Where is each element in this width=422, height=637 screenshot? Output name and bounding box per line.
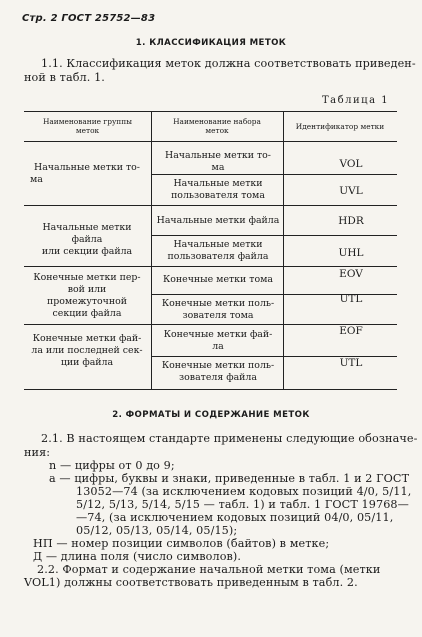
- section-2-title: 2. ФОРМАТЫ И СОДЕРЖАНИЕ МЕТОК: [112, 410, 310, 420]
- header-text: меток: [75, 126, 100, 135]
- body-line: НП — номер позиции символов (байтов) в метке;: [33, 537, 330, 550]
- set-line: зователя тома: [182, 310, 254, 321]
- set-cell: [156, 178, 280, 202]
- set-line: Конечные метки тома: [163, 274, 273, 285]
- id-cell: UTL: [339, 293, 363, 305]
- group-line: Конечные метки фай-: [32, 333, 142, 344]
- header-text: меток: [205, 126, 229, 135]
- set-line: Начальные метки файла: [156, 215, 280, 226]
- body-line: 13052—74 (за исключением кодовых позиций 4/0, 5/11,: [76, 485, 412, 498]
- group-line: Конечные метки пер-: [33, 272, 141, 283]
- table-1-caption: Таблица 1: [322, 95, 390, 106]
- table-rule-set: [151, 235, 397, 236]
- set-cell: [156, 360, 280, 384]
- group-cell: [28, 333, 146, 369]
- set-line: пользователя тома: [171, 190, 265, 201]
- set-line: ла: [212, 341, 224, 352]
- set-line: Начальные метки то-: [165, 150, 271, 161]
- body-line: Д — длина поля (число символов).: [33, 550, 242, 563]
- table-col-divider: [283, 111, 284, 389]
- section-1-para-line-1: 1.1. Классификация меток должна соответствовать приведен-: [41, 57, 416, 70]
- id-cell: EOF: [339, 325, 363, 337]
- set-line: Конечные метки фай-: [163, 329, 273, 340]
- group-cell: [28, 222, 146, 258]
- group-line: секции файла: [52, 308, 122, 319]
- table-header-group: [24, 117, 151, 135]
- id-cell: VOL: [339, 158, 363, 170]
- set-line: Начальные метки: [173, 239, 263, 250]
- set-cell: [156, 329, 280, 353]
- body-line: 5/12, 5/13, 5/14, 5/15 — табл. 1) и табл. 1 ГОСТ 19768—: [76, 498, 409, 511]
- table-col-divider: [151, 111, 152, 389]
- group-line: Начальные метки файла: [42, 222, 132, 245]
- id-cell: HDR: [338, 215, 364, 227]
- page-header: Стр. 2 ГОСТ 25752—83: [22, 13, 156, 24]
- id-cell: EOV: [339, 268, 363, 280]
- table-rule-header: [24, 141, 397, 142]
- body-line: ния:: [24, 446, 51, 459]
- group-line: ма: [30, 174, 43, 185]
- set-cell: [156, 274, 280, 286]
- set-line: ма: [211, 162, 225, 173]
- set-cell: [156, 239, 280, 263]
- body-line: n — цифры от 0 до 9;: [49, 459, 175, 472]
- body-line: 2.2. Формат и содержание начальной метки тома (метки: [37, 563, 381, 576]
- group-cell: [28, 162, 146, 186]
- group-line: вой или промежуточной: [46, 284, 128, 307]
- body-line: а — цифры, буквы и знаки, приведенные в табл. 1 и 2 ГОСТ: [49, 472, 410, 485]
- header-text: Наименование группы: [42, 117, 133, 126]
- table-rule-set: [151, 174, 397, 175]
- group-cell: [28, 272, 146, 320]
- body-line: 2.1. В настоящем стандарте применены следующие обозначе-: [41, 432, 418, 445]
- set-cell: [156, 298, 280, 322]
- group-line: ла или последней сек-: [31, 345, 143, 356]
- id-cell: UTL: [339, 357, 363, 369]
- table-rule-group: [24, 266, 397, 267]
- set-line: Конечные метки поль-: [161, 298, 275, 309]
- section-1-title: 1. КЛАССИФИКАЦИЯ МЕТОК: [135, 38, 287, 48]
- set-line: Конечные метки поль-: [161, 360, 275, 371]
- set-cell: [156, 215, 280, 227]
- table-header-set: [151, 117, 283, 135]
- header-text: Наименование набора: [173, 117, 261, 126]
- set-cell: [156, 150, 280, 174]
- table-1: [24, 111, 397, 389]
- set-line: Начальные метки: [173, 178, 263, 189]
- table-header-id: [283, 122, 397, 131]
- section-1-para-line-2: ной в табл. 1.: [24, 71, 105, 84]
- id-cell: UVL: [339, 185, 363, 197]
- group-line: ции файла: [60, 357, 114, 368]
- body-line: VOL1) должны соответствовать приведенным в табл. 2.: [24, 576, 358, 589]
- id-cell: UHL: [338, 247, 364, 259]
- group-line: Начальные метки то-: [34, 162, 140, 173]
- set-line: зователя файла: [179, 372, 257, 383]
- body-line: 05/12, 05/13, 05/14, 05/15);: [76, 524, 238, 537]
- body-line: —74, (за исключением кодовых позиций 04/0, 05/11,: [76, 511, 394, 524]
- table-rule-top: [24, 111, 397, 112]
- table-rule-bottom: [24, 389, 397, 390]
- set-line: пользователя файла: [167, 251, 269, 262]
- table-rule-group: [24, 205, 397, 206]
- group-line: или секции файла: [41, 246, 133, 257]
- header-text: Идентификатор метки: [295, 122, 385, 131]
